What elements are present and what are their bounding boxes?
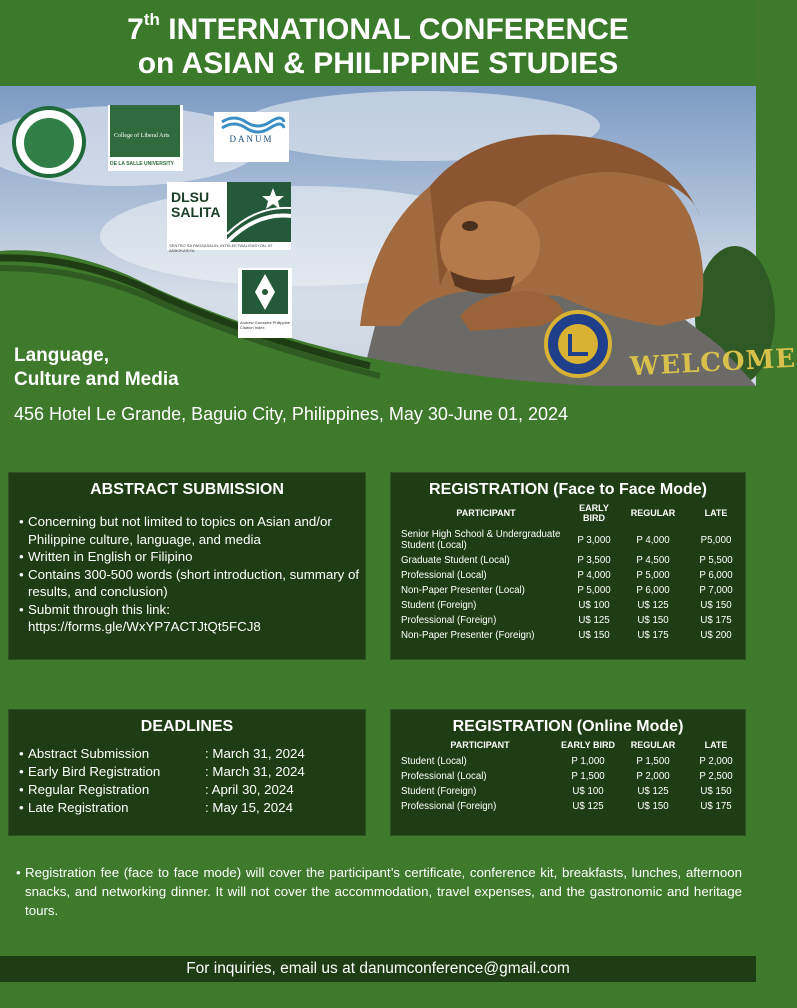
dlsu-seal-logo	[12, 106, 86, 178]
registration-fee-note: • Registration fee (face to face mode) will cover the participant’s certificate, conference kit, breakfasts, lunches, afternoon snacks, and networking dinner. It will not cover the accommodation, travel expenses, and the gastronomic and heritage tours.	[16, 863, 742, 920]
deadline-label: • Late Registration	[19, 799, 205, 817]
cell-early-bird: P 1,500	[571, 771, 605, 782]
cell-early-bird: U$ 125	[578, 615, 610, 626]
abstract-item: • Written in English or Filipino	[19, 548, 365, 566]
deadline-date: : March 31, 2024	[205, 746, 305, 761]
col-regular: REGULAR	[630, 740, 676, 750]
cell-late: P 2,000	[699, 756, 733, 767]
deadlines-list	[19, 745, 365, 817]
cell-early-bird: U$ 100	[578, 600, 610, 611]
cell-early-bird: P 5,000	[577, 585, 611, 596]
table-header-row	[401, 502, 743, 527]
ordinal-number: 7	[127, 13, 144, 46]
registration-f2f-table	[401, 502, 743, 643]
cell-participant: Graduate Student (Local)	[401, 555, 510, 566]
cell-late: P 2,500	[699, 771, 733, 782]
cell-regular: U$ 125	[637, 786, 669, 797]
table-row	[401, 553, 743, 568]
table-row	[401, 583, 743, 598]
deadline-date: : March 31, 2024	[205, 764, 305, 779]
cell-late: P 7,000	[699, 585, 733, 596]
cell-regular: P 4,000	[636, 534, 670, 546]
agpci-logo-caption: Andrew Gonzalez Philippine Citation Index	[240, 320, 291, 330]
title-line-2: on ASIAN & PHILIPPINE STUDIES	[137, 47, 619, 80]
deadline-label: • Early Bird Registration	[19, 763, 205, 781]
danum-logo-text: DANUM	[229, 134, 274, 144]
cell-early-bird: P 3,000	[577, 534, 611, 546]
cell-regular: U$ 125	[637, 600, 669, 611]
ordinal-suffix: th	[143, 10, 160, 29]
abstract-item: • Concerning but not limited to topics on Asian and/or Philippine culture, language, and media	[19, 513, 365, 548]
cell-regular: U$ 150	[637, 615, 669, 626]
cell-participant: Non-Paper Presenter (Foreign)	[401, 630, 535, 641]
cell-participant: Professional (Local)	[401, 570, 487, 581]
col-late: LATE	[704, 740, 728, 750]
cell-regular: P 2,000	[636, 771, 670, 782]
cell-late: U$ 150	[700, 786, 732, 797]
deadline-row	[19, 781, 365, 799]
cell-regular: P 4,500	[636, 555, 670, 566]
salita-logo-name: DLSU SALITA	[171, 189, 221, 220]
cell-participant: Senior High School & Undergraduate Student (Local)	[401, 529, 561, 551]
table-row	[401, 784, 743, 799]
venue-and-dates: 456 Hotel Le Grande, Baguio City, Philippines, May 30-June 01, 2024	[14, 404, 569, 424]
theme-line-1: Language,	[14, 345, 110, 366]
table-row	[401, 628, 743, 643]
agpci-logo	[238, 268, 292, 338]
registration-online-title: REGISTRATION (Online Mode)	[452, 718, 684, 735]
cell-regular: U$ 175	[637, 630, 669, 641]
hero-banner	[0, 86, 797, 386]
conference-theme	[14, 344, 179, 392]
deadline-date: : May 15, 2024	[205, 800, 293, 815]
pen-nib-icon	[242, 270, 288, 314]
deadline-row	[19, 763, 365, 781]
deadline-label: • Abstract Submission	[19, 745, 205, 763]
registration-online-panel	[390, 709, 746, 836]
registration-f2f-panel	[390, 472, 746, 660]
cell-early-bird: U$ 150	[578, 630, 610, 641]
dlsu-salita-logo	[167, 182, 291, 253]
table-header-row	[401, 739, 743, 754]
cell-participant: Student (Foreign)	[401, 600, 477, 611]
abstract-submission-panel	[8, 472, 366, 660]
cell-early-bird: P 4,000	[577, 570, 611, 581]
col-participant: PARTICIPANT	[456, 508, 516, 518]
star-road-icon	[227, 182, 291, 242]
cell-regular: U$ 150	[637, 801, 669, 812]
theme-line-2: Culture and Media	[14, 369, 179, 390]
cell-late: U$ 175	[700, 615, 732, 626]
cell-late: U$ 150	[700, 600, 732, 611]
poster-header	[0, 0, 756, 86]
deadline-row	[19, 745, 365, 763]
col-regular: REGULAR	[630, 508, 676, 518]
deadline-label: • Regular Registration	[19, 781, 205, 799]
cell-participant: Professional (Local)	[401, 771, 487, 782]
col-participant: PARTICIPANT	[450, 740, 510, 750]
title-line-1	[0, 0, 756, 47]
abstract-submit-link[interactable]: • Submit through this link: https://forms.gle/WxYP7ACTJtQt5FCJ8	[19, 601, 365, 636]
cell-early-bird: U$ 125	[572, 801, 604, 812]
deadline-row	[19, 799, 365, 817]
table-row	[401, 754, 743, 769]
cell-participant: Student (Local)	[401, 756, 467, 767]
cell-early-bird: P 3,500	[577, 555, 611, 566]
col-early-bird: EARLY BIRD	[579, 503, 609, 523]
college-liberal-arts-logo	[108, 105, 183, 171]
inquiries-footer[interactable]: For inquiries, email us at danumconference@gmail.com	[0, 956, 756, 982]
deadline-date: : April 30, 2024	[205, 782, 294, 797]
table-row	[401, 527, 743, 553]
abstract-item: • Contains 300-500 words (short introduction, summary of results, and conclusion)	[19, 566, 365, 601]
cell-late: P 6,000	[699, 570, 733, 581]
cell-early-bird: P 1,000	[571, 756, 605, 767]
table-row	[401, 568, 743, 583]
cell-late: P5,000	[700, 534, 732, 546]
deadlines-panel	[8, 709, 366, 836]
cell-late: U$ 200	[700, 630, 732, 641]
salita-logo-footer: SENTRO SA PAGSASALIN, INTELEKTWALISASYON, AT ADBOKASIYA	[169, 243, 273, 253]
cla-logo-text: College of Liberal Arts	[114, 133, 170, 139]
col-late: LATE	[704, 508, 728, 518]
cell-participant: Non-Paper Presenter (Local)	[401, 585, 525, 596]
abstract-title: ABSTRACT SUBMISSION	[90, 481, 284, 498]
registration-online-table	[401, 739, 743, 814]
welcome-sign: WELCOME	[629, 343, 797, 383]
title-line-1-text: INTERNATIONAL CONFERENCE	[168, 13, 629, 46]
cell-regular: P 5,000	[636, 570, 670, 581]
cell-participant: Professional (Foreign)	[401, 801, 497, 812]
cell-participant: Professional (Foreign)	[401, 615, 497, 626]
abstract-list	[19, 513, 365, 636]
registration-f2f-title: REGISTRATION (Face to Face Mode)	[429, 481, 707, 498]
cell-regular: P 1,500	[636, 756, 670, 767]
cell-late: P 5,500	[699, 555, 733, 566]
table-row	[401, 598, 743, 613]
table-row	[401, 769, 743, 784]
cell-early-bird: U$ 100	[572, 786, 604, 797]
cell-participant: Student (Foreign)	[401, 786, 477, 797]
table-row	[401, 613, 743, 628]
cell-late: U$ 175	[700, 801, 732, 812]
deadlines-title: DEADLINES	[140, 718, 234, 735]
danum-logo	[214, 112, 289, 162]
col-early-bird: EARLY BIRD	[560, 740, 615, 750]
cell-regular: P 6,000	[636, 585, 670, 596]
cla-logo-subtext: DE LA SALLE UNIVERSITY	[110, 161, 174, 167]
danum-waves-icon	[214, 112, 289, 134]
table-row	[401, 799, 743, 814]
